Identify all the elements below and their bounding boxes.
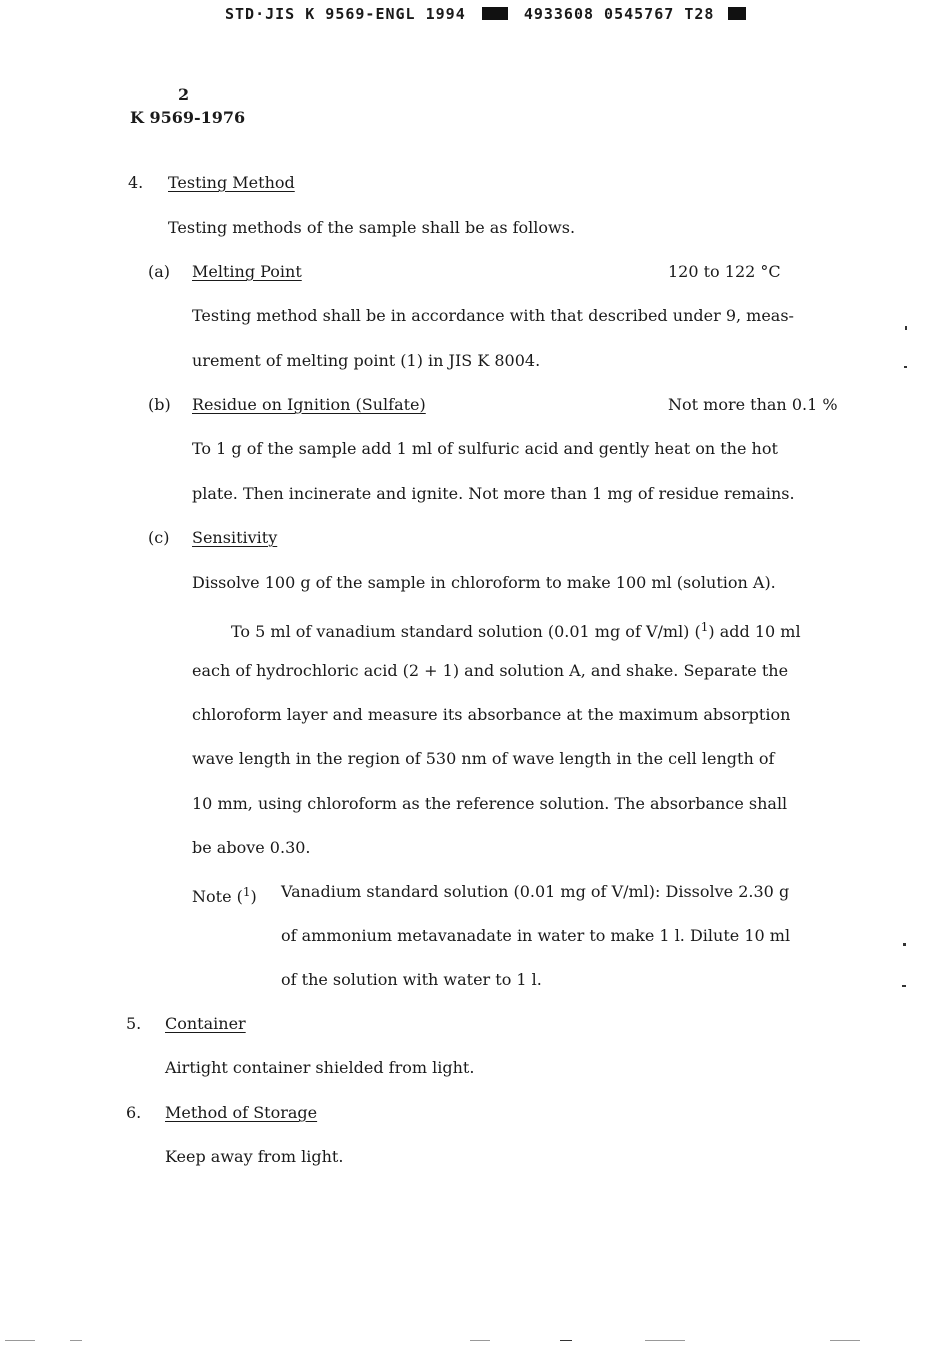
scan-speck xyxy=(905,326,907,330)
item-a-line-2: urement of melting point (1) in JIS K 8004. xyxy=(192,351,541,370)
item-a-line-1: Testing method shall be in accordance with that described under 9, meas- xyxy=(192,306,794,325)
section-4-title: Testing Method xyxy=(168,173,295,192)
item-c-line-5: wave length in the region of 530 nm of wave length in the cell length of xyxy=(192,749,775,768)
header-block-mark xyxy=(482,7,508,20)
note-label-end: ) xyxy=(250,887,257,906)
item-c-line-2-end: ) add 10 ml xyxy=(708,622,801,641)
item-b-spec: Not more than 0.1 % xyxy=(668,395,838,414)
section-4-intro: Testing methods of the sample shall be as follows. xyxy=(168,218,576,237)
note-label xyxy=(192,882,257,907)
item-b-line-2: plate. Then incinerate and ignite. Not more than 1 mg of residue remains. xyxy=(192,484,795,503)
scan-line xyxy=(470,1340,490,1341)
note-line-2: of ammonium metavanadate in water to make 1 l. Dilute 10 ml xyxy=(281,926,791,945)
item-a-title: Melting Point xyxy=(192,262,302,281)
section-5-text: Airtight container shielded from light. xyxy=(165,1058,475,1077)
section-4-number: 4. xyxy=(128,173,144,192)
scan-line xyxy=(830,1340,860,1341)
item-a-spec: 120 to 122 °C xyxy=(668,262,781,281)
footnote-ref-1: 1 xyxy=(700,620,709,634)
scan-speck xyxy=(904,366,907,368)
note-label-start: Note ( xyxy=(192,887,243,906)
header-block-mark-end xyxy=(728,7,746,20)
scan-speck xyxy=(902,985,906,987)
page-number: 2 xyxy=(178,85,190,104)
item-b-line-1: To 1 g of the sample add 1 ml of sulfuric acid and gently heat on the hot xyxy=(192,439,778,458)
item-c-label: (c) xyxy=(148,528,170,547)
item-c-line-4: chloroform layer and measure its absorbance at the maximum absorption xyxy=(192,705,791,724)
note-line-3: of the solution with water to 1 l. xyxy=(281,970,542,989)
scan-line xyxy=(645,1340,685,1341)
item-a-label: (a) xyxy=(148,262,171,281)
item-c-line-3: each of hydrochloric acid (2 + 1) and solution A, and shake. Separate the xyxy=(192,661,789,680)
note-footnote-number: 1 xyxy=(242,885,251,899)
section-6-number: 6. xyxy=(126,1103,142,1122)
scan-line xyxy=(5,1340,35,1341)
scan-speck xyxy=(903,943,906,946)
section-6-title: Method of Storage xyxy=(165,1103,318,1122)
item-b-label: (b) xyxy=(148,395,171,414)
item-c-line-1: Dissolve 100 g of the sample in chloroform to make 100 ml (solution A). xyxy=(192,573,776,592)
scan-line xyxy=(560,1340,572,1341)
item-c-line-2-start: To 5 ml of vanadium standard solution (0.01 mg of V/ml) ( xyxy=(231,622,701,641)
item-b-title: Residue on Ignition (Sulfate) xyxy=(192,395,426,414)
scan-line xyxy=(70,1340,82,1341)
item-c-line-7: be above 0.30. xyxy=(192,838,311,857)
header-code-suffix: T28 xyxy=(684,5,715,23)
note-line-1: Vanadium standard solution (0.01 mg of V/ml): Dissolve 2.30 g xyxy=(281,882,790,901)
section-5-number: 5. xyxy=(126,1014,142,1033)
section-5-title: Container xyxy=(165,1014,246,1033)
item-c-line-2 xyxy=(231,617,801,642)
item-c-line-6: 10 mm, using chloroform as the reference solution. The absorbance shall xyxy=(192,794,788,813)
item-c-title: Sensitivity xyxy=(192,528,278,547)
header-prefix: STD·JIS K 9569-ENGL 1994 xyxy=(225,5,466,23)
document-header xyxy=(225,5,746,23)
header-code: 4933608 0545767 xyxy=(523,5,675,23)
standard-code: K 9569-1976 xyxy=(130,108,246,127)
section-6-text: Keep away from light. xyxy=(165,1147,344,1166)
